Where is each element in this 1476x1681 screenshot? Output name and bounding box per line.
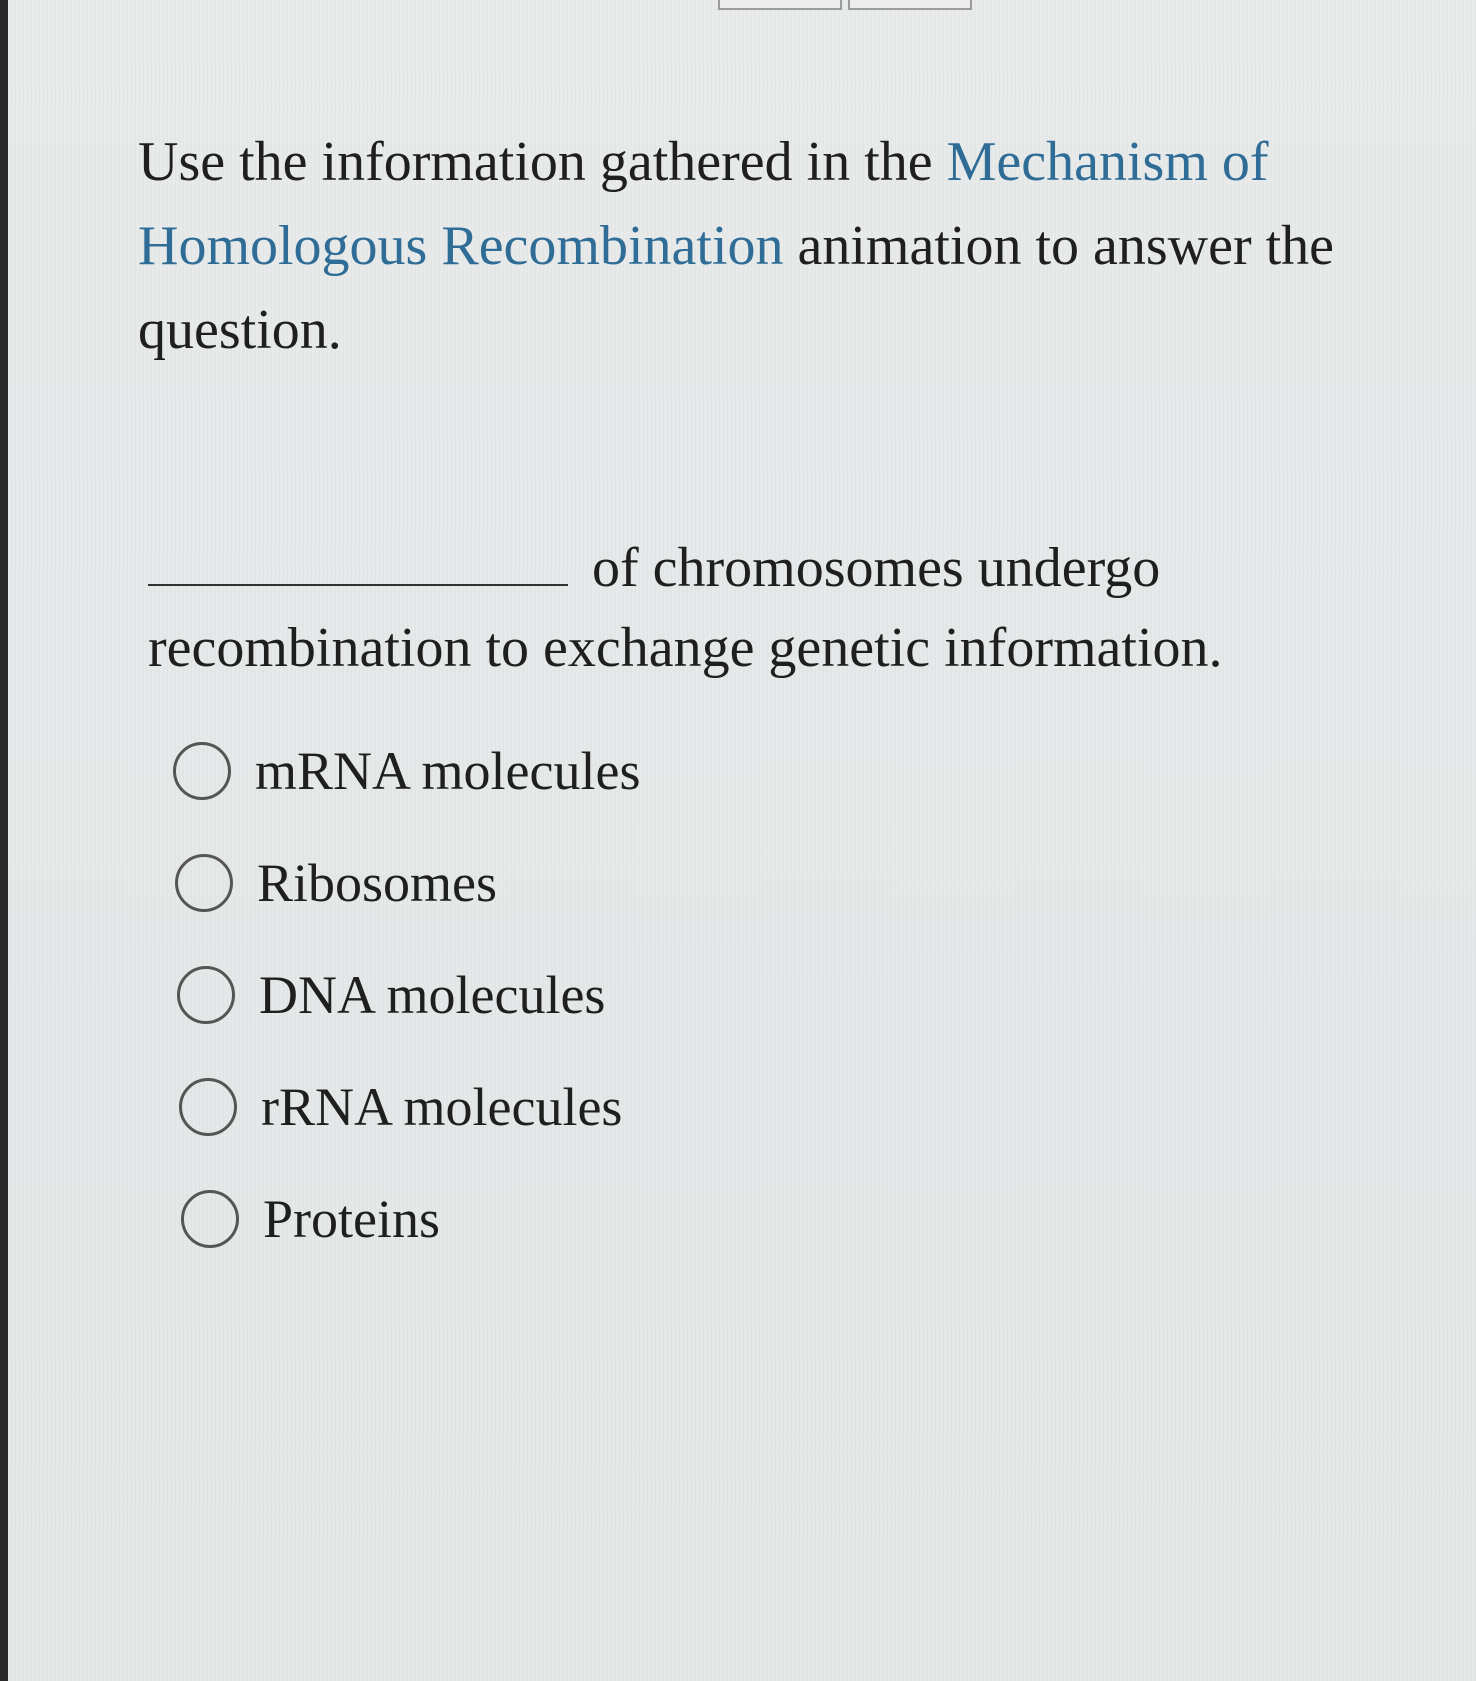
radio-button[interactable] xyxy=(175,854,233,912)
option-label: rRNA molecules xyxy=(261,1077,623,1137)
answer-options xyxy=(173,738,640,1298)
answer-blank xyxy=(148,540,568,586)
radio-button[interactable] xyxy=(173,742,231,800)
option-label: Ribosomes xyxy=(257,853,498,913)
radio-button[interactable] xyxy=(181,1190,239,1248)
option-label: DNA molecules xyxy=(259,965,606,1025)
option-label: Proteins xyxy=(263,1189,441,1249)
top-tab-edge xyxy=(718,0,842,10)
instructions-suffix: animation to answer the question. xyxy=(138,215,1335,361)
option-proteins[interactable] xyxy=(181,1186,640,1252)
question-panel xyxy=(8,0,1476,1681)
option-label: mRNA molecules xyxy=(255,741,641,801)
option-ribosomes[interactable] xyxy=(175,850,640,916)
instructions-text xyxy=(138,120,1378,372)
radio-button[interactable] xyxy=(179,1078,237,1136)
option-dna-molecules[interactable] xyxy=(177,962,640,1028)
instructions-prefix: Use the information gathered in the xyxy=(138,131,947,193)
question-stem xyxy=(148,528,1388,688)
option-rrna-molecules[interactable] xyxy=(179,1074,640,1140)
question-text: of chromosomes undergo recombination to exchange genetic information. xyxy=(148,537,1223,679)
radio-button[interactable] xyxy=(177,966,235,1024)
top-tab-edge xyxy=(848,0,972,10)
option-mrna-molecules[interactable] xyxy=(173,738,640,804)
animation-link[interactable]: Mechanism of Homologous Recombination xyxy=(138,131,1269,277)
